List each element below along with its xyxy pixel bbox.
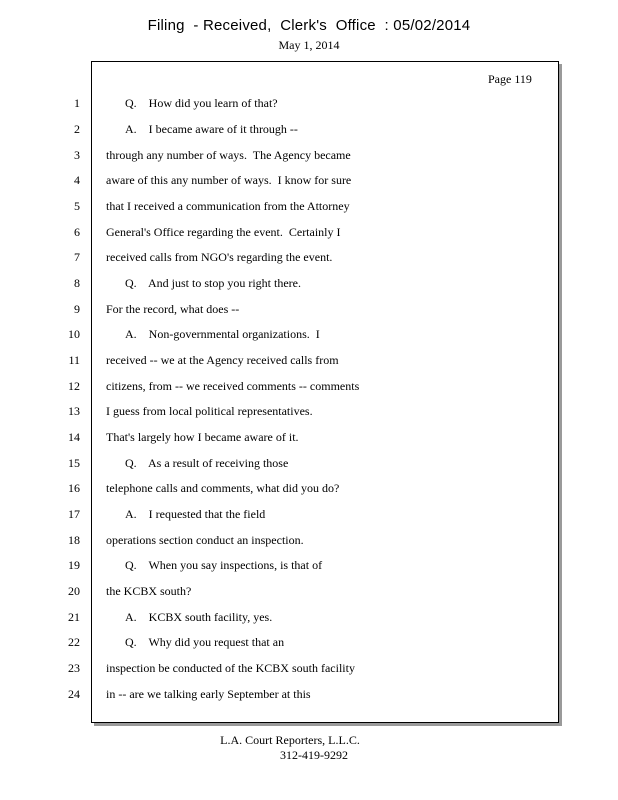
line-text: telephone calls and comments, what did you do? [106, 481, 340, 495]
line-number: 16 [68, 481, 80, 495]
line-number: 1 [74, 96, 80, 110]
transcript-line [0, 302, 618, 320]
transcript-date: May 1, 2014 [278, 38, 340, 52]
transcript-line [0, 148, 618, 166]
line-number: 24 [68, 687, 80, 701]
line-number: 5 [74, 199, 80, 213]
line-text: Q. When you say inspections, is that of [125, 558, 323, 572]
line-text: Q. As a result of receiving those [125, 456, 289, 470]
transcript-line [0, 199, 618, 217]
transcript-line [0, 558, 618, 576]
line-text: received -- we at the Agency received calls from [106, 353, 339, 367]
line-number: 2 [74, 122, 80, 136]
transcript-line [0, 173, 618, 191]
line-text: through any number of ways. The Agency became [106, 148, 351, 162]
reporter-phone: 312-419-9292 [280, 748, 348, 762]
line-number: 3 [74, 148, 80, 162]
line-text: in -- are we talking early September at this [106, 687, 311, 701]
transcript-line [0, 276, 618, 294]
transcript-line [0, 250, 618, 268]
transcript-line [0, 661, 618, 679]
transcript-line [0, 610, 618, 628]
line-number: 9 [74, 302, 80, 316]
line-text: A. Non-governmental organizations. I [125, 327, 320, 341]
line-text: A. I became aware of it through -- [125, 122, 298, 136]
line-text: aware of this any number of ways. I know for sure [106, 173, 352, 187]
transcript-line [0, 481, 618, 499]
line-text: A. I requested that the field [125, 507, 266, 521]
line-text: inspection be conducted of the KCBX south facility [106, 661, 355, 675]
line-text: Q. Why did you request that an [125, 635, 285, 649]
line-text: I guess from local political representatives. [106, 404, 313, 418]
line-text: That's largely how I became aware of it. [106, 430, 299, 444]
transcript-line [0, 456, 618, 474]
transcript-line [0, 584, 618, 602]
line-text: the KCBX south? [106, 584, 192, 598]
transcript-line [0, 507, 618, 525]
line-text: that I received a communication from the Attorney [106, 199, 350, 213]
line-number: 15 [68, 456, 80, 470]
transcript-line [0, 122, 618, 140]
line-number: 18 [68, 533, 80, 547]
transcript-line [0, 404, 618, 422]
transcript-line [0, 430, 618, 448]
line-text: General's Office regarding the event. Certainly I [106, 225, 341, 239]
filing-stamp: Filing - Received, Clerk's Office : 05/02/2014 [147, 17, 471, 34]
line-text: Q. How did you learn of that? [125, 96, 278, 110]
line-text: Q. And just to stop you right there. [125, 276, 301, 290]
line-number: 23 [68, 661, 80, 675]
line-number: 13 [68, 404, 80, 418]
line-number: 21 [68, 610, 80, 624]
line-text: citizens, from -- we received comments -- comments [106, 379, 360, 393]
transcript-line [0, 687, 618, 705]
reporter-company: L.A. Court Reporters, L.L.C. [220, 733, 360, 747]
line-number: 12 [68, 379, 80, 393]
transcript-line [0, 635, 618, 653]
line-number: 8 [74, 276, 80, 290]
line-text: For the record, what does -- [106, 302, 240, 316]
line-number: 6 [74, 225, 80, 239]
line-number: 11 [68, 353, 80, 367]
line-number: 14 [68, 430, 80, 444]
line-number: 22 [68, 635, 80, 649]
line-number: 19 [68, 558, 80, 572]
line-text: A. KCBX south facility, yes. [125, 610, 273, 624]
transcript-line [0, 379, 618, 397]
line-number: 10 [68, 327, 80, 341]
line-text: operations section conduct an inspection. [106, 533, 304, 547]
page-number: Page 119 [488, 72, 532, 86]
line-number: 7 [74, 250, 80, 264]
transcript-line [0, 327, 618, 345]
transcript-line [0, 96, 618, 114]
line-number: 4 [74, 173, 80, 187]
transcript-line [0, 533, 618, 551]
line-number: 17 [68, 507, 80, 521]
transcript-line [0, 353, 618, 371]
line-text: received calls from NGO's regarding the event. [106, 250, 333, 264]
transcript-line [0, 225, 618, 243]
line-number: 20 [68, 584, 80, 598]
